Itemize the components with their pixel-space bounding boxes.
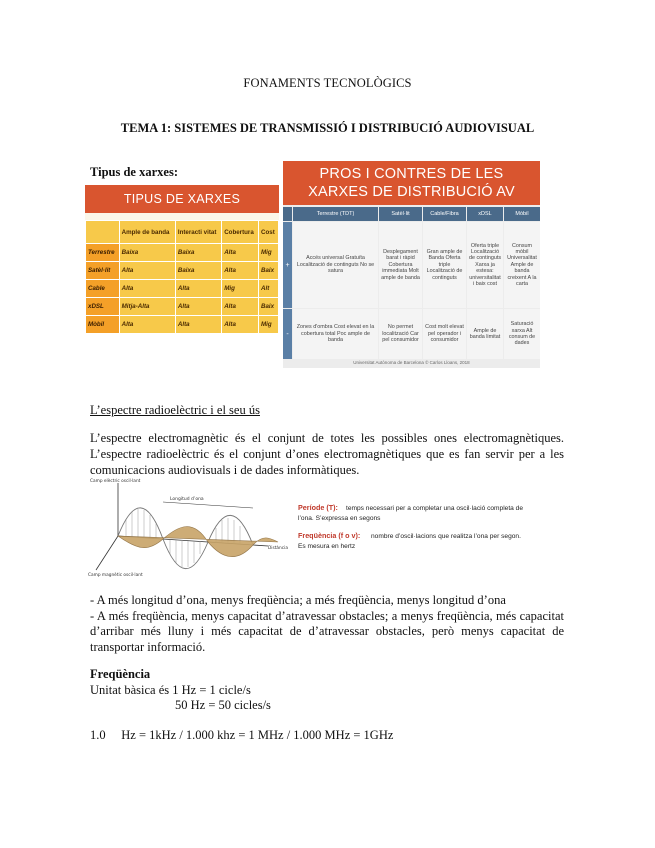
bullet-item: - A més freqüència, menys capacitat d’atravessar obstacles; a menys freqüència, més capacitat d’arribar més lluny i més capacitat de d’atravessar obstacles, però menys capacitat de transportar informació. bbox=[90, 608, 564, 654]
pros-cell: Oferta triple Localització de continguts Xarxa ja estesa: universitalitat i baix cost bbox=[467, 222, 503, 308]
pros-cons-table-image bbox=[283, 161, 540, 368]
document-title: FONAMENTS TECNOLÒGICS bbox=[243, 76, 412, 90]
cons-cell: No permet localització Car pel consumidor bbox=[379, 309, 422, 359]
table-cell: Alta bbox=[222, 316, 259, 334]
frequency-line-3: 1.0 Hz = 1kHz / 1.000 khz = 1 MHz / 1.000 MHz = 1GHz bbox=[90, 728, 394, 742]
table-cell: Mig bbox=[222, 280, 259, 298]
spectrum-paragraph: L’espectre electromagnètic és el conjunt de totes les possibles ones electromagnètiques. L’espectre radioelèctric és el conjunt d’ones electromagnètiques que es fan servir per a les comunicacions audiovisuals i de dades informàtiques. bbox=[90, 431, 564, 477]
table-cell: Alt bbox=[259, 280, 279, 298]
cons-cell: Saturació xarxa Alt consum de dades bbox=[504, 309, 540, 359]
pros-row-marker: + bbox=[283, 222, 292, 308]
cons-row-marker: - bbox=[283, 309, 292, 359]
frequency-line-1: Unitat bàsica és 1 Hz = 1 cicle/s bbox=[90, 683, 251, 697]
table-header-cell bbox=[86, 221, 120, 244]
table-row bbox=[86, 316, 279, 334]
table-cell: Alta bbox=[119, 262, 175, 280]
pros-cell: Accés universal Gratuïta Localització de continguts No se satura bbox=[293, 222, 378, 308]
bullet-item: - A més longitud d’ona, menys freqüència; a més freqüència, menys longitud d’ona bbox=[90, 593, 506, 607]
period-definition-2: l’ona. S’expressa en segons bbox=[298, 515, 381, 522]
table-cell: Alta bbox=[222, 244, 259, 262]
table-header-cell: Cobertura bbox=[222, 221, 259, 244]
spectrum-bullets bbox=[90, 593, 564, 655]
pros-cons-title-line-1: PROS I CONTRES DE LES bbox=[319, 166, 504, 182]
pros-cons-footer: Universitat Autònoma de Barcelona © Carlos Lloans, 2018 bbox=[353, 360, 470, 365]
electromagnetic-wave-diagram bbox=[88, 478, 560, 578]
frequency-term: Freqüència (f o v): bbox=[298, 531, 361, 540]
network-types-label: Tipus de xarxes: bbox=[90, 165, 178, 179]
wavelength-label: Longitud d’ona bbox=[170, 497, 204, 502]
table-row-label: xDSL bbox=[86, 298, 120, 316]
pros-cell: Gran ample de Banda Oferta triple Localització de continguts bbox=[423, 222, 466, 308]
pros-cons-column-header: xDSL bbox=[467, 207, 503, 221]
table-row bbox=[86, 280, 279, 298]
magnetic-axis bbox=[96, 536, 118, 570]
spectrum-heading: L’espectre radioelèctric i el seu ús bbox=[90, 403, 260, 417]
frequency-heading: Freqüència bbox=[90, 667, 151, 681]
table-cell: Alta bbox=[222, 298, 259, 316]
table-row bbox=[86, 262, 279, 280]
table-cell: Alta bbox=[222, 262, 259, 280]
pros-cons-title-line-2: XARXES DE DISTRIBUCIÓ AV bbox=[308, 184, 515, 200]
cons-cell: Cost molt elevat pel operador i consumidor bbox=[423, 309, 466, 359]
network-types-table-title: TIPUS DE XARXES bbox=[85, 185, 279, 213]
frequency-definition-1: nombre d’oscil·lacions que realitza l’ona per segon. bbox=[371, 533, 521, 540]
network-types-table-image bbox=[85, 185, 279, 330]
table-row bbox=[86, 298, 279, 316]
table-cell: Mitja-Alta bbox=[119, 298, 175, 316]
table-cell: Baixa bbox=[175, 244, 221, 262]
table-cell: Mig bbox=[259, 316, 279, 334]
pros-cons-column-header: Terrestre (TDT) bbox=[293, 207, 378, 221]
table-header-cell: Ample de banda bbox=[119, 221, 175, 244]
document-subtitle: TEMA 1: SISTEMES DE TRANSMISSIÓ I DISTRIBUCIÓ AUDIOVISUAL bbox=[120, 121, 535, 135]
table-cell: Alta bbox=[119, 280, 175, 298]
table-row-label: Satèl·lit bbox=[86, 262, 120, 280]
table-row bbox=[86, 244, 279, 262]
table-header-cell: Cost bbox=[259, 221, 279, 244]
table-cell: Baix bbox=[259, 298, 279, 316]
pros-cons-column-header: Satèl·lit bbox=[379, 207, 422, 221]
table-row-label: Mòbil bbox=[86, 316, 120, 334]
table-row-label: Terrestre bbox=[86, 244, 120, 262]
cons-cell: Ample de banda limitat bbox=[467, 309, 503, 359]
magnetic-field-label: Camp magnètic oscil·lant bbox=[88, 573, 143, 578]
pros-cons-corner bbox=[283, 207, 292, 221]
period-definition-1: temps necessari per a completar una oscil·lació completa de bbox=[346, 505, 524, 512]
table-row-label: Cable bbox=[86, 280, 120, 298]
table-cell: Baixa bbox=[119, 244, 175, 262]
network-types-table bbox=[85, 220, 279, 334]
pros-cons-column-header: Mòbil bbox=[504, 207, 540, 221]
table-cell: Alta bbox=[175, 316, 221, 334]
electric-field-label: Camp elèctric oscil·lant bbox=[90, 479, 141, 484]
distance-label: Distància bbox=[268, 546, 288, 551]
pros-cons-column-header: Cable/Fibra bbox=[423, 207, 466, 221]
table-cell: Baixa bbox=[175, 262, 221, 280]
table-cell: Alta bbox=[175, 298, 221, 316]
pros-cell: Desplegament barat i ràpid Cobertura immediata Molt ample de banda bbox=[379, 222, 422, 308]
table-cell: Alta bbox=[119, 316, 175, 334]
frequency-line-2: 50 Hz = 50 cicles/s bbox=[175, 698, 271, 712]
table-header-cell: Interacti vitat bbox=[175, 221, 221, 244]
pros-cell: Consum mòbil Universalitat Ample de banda creixent A la carta bbox=[504, 222, 540, 308]
period-term: Període (T): bbox=[298, 503, 338, 512]
table-cell: Mig bbox=[259, 244, 279, 262]
table-cell: Alta bbox=[175, 280, 221, 298]
frequency-definition-2: Es mesura en hertz bbox=[298, 543, 356, 550]
cons-cell: Zones d'ombra Cost elevat en la cobertura total Poc ample de banda bbox=[293, 309, 378, 359]
table-cell: Baix bbox=[259, 262, 279, 280]
pros-cons-title bbox=[283, 161, 540, 205]
wavelength-marker bbox=[163, 502, 253, 508]
